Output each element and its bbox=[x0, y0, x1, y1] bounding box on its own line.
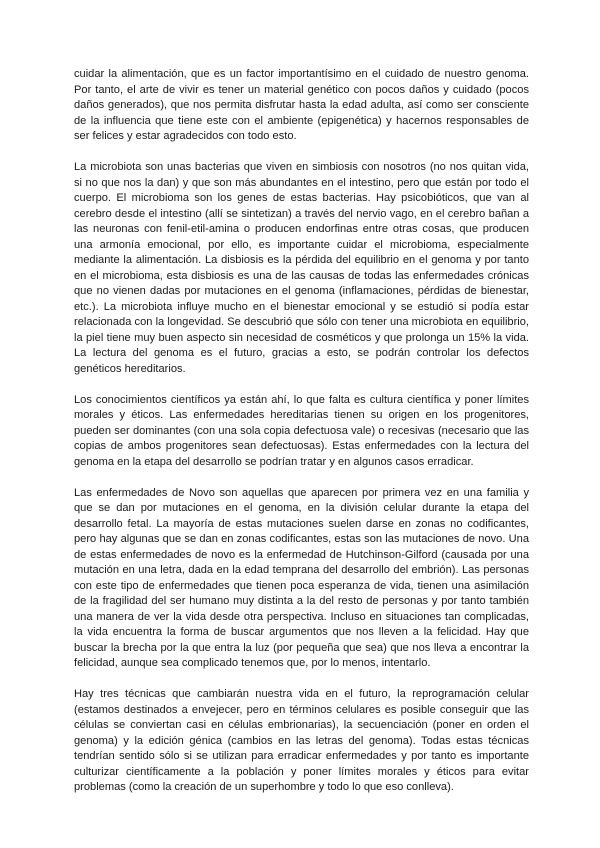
paragraph-microbiota: La microbiota son unas bacterias que viven en simbiosis con nosotros (no nos quitan vida, si no que nos la dan) y que son más abundantes en el intestino, pero que están por todo el cuerpo. El microbioma son los genes de estas bacterias. Hay psicobióticos, que van al cerebro desde el intestino (allí se sintetizan) a través del nervio vago, en el cerebro bañan a las neuronas con fenil-etil-amina o producen endorfinas entre otras cosas, que producen una armonía emocional, por ello, es importante cuidar el microbioma, especialmente mediante la alimentación. La disbiosis es la pérdida del equilibrio en el genoma y por tanto en el microbioma, esta disbiosis es una de las causas de todas las enfermedades crónicas que no vienen dadas por mutaciones en el genoma (inflamaciones, pérdidas de bienestar, etc.). La microbiota influye mucho en el bienestar emocional y se estudió si podía estar relacionada con la longevidad. Se descubrió que sólo con tener una microbiota en equilibrio, la piel tiene muy buen aspecto sin necesidad de cosméticos y que prolonga un 15% la vida. La lectura del genoma es el futuro, gracias a esto, se podrán controlar los defectos genéticos hereditarios. bbox=[74, 161, 529, 375]
paragraph-genome-care: cuidar la alimentación, que es un factor importantísimo en el cuidado de nuestro genoma. Por tanto, el arte de vivir es tener un material genético con pocos daños y cuidado (pocos daños generados), que nos permita disfrutar hasta la edad adulta, así como ser consciente de la influencia que tiene este con el ambiente (epigenética) y hacernos responsables de ser felices y estar agradecidos con todo esto. bbox=[74, 68, 529, 142]
document-body bbox=[74, 67, 529, 811]
paragraph-de-novo-diseases: Las enfermedades de Novo son aquellas que aparecen por primera vez en una familia y que se dan por mutaciones en el genoma, en la división celular durante la etapa del desarrollo fetal. La mayoría de estas mutaciones suelen darse en zonas no codificantes, pero hay algunas que se dan en zonas codificantes, estas son las mutaciones de novo. Una de estas enfermedades de novo es la enfermedad de Hutchinson-Gilford (causada por una mutación en una letra, dada en la edad temprana del desarrollo del embrión). Las personas con este tipo de enfermedades que tienen poca esperanza de vida, tienen una asimilación de la fragilidad del ser humano muy distinta a la del resto de personas y por tanto también una manera de ver la vida desde otra perspectiva. Incluso en situaciones tan complicadas, la vida encuentra la forma de buscar argumentos que nos lleven a la felicidad. Hay que buscar la brecha por la que entra la luz (por pequeña que sea) que nos lleva a encontrar la felicidad, aunque sea complicado tenemos que, por lo menos, intentarlo. bbox=[74, 486, 529, 669]
paragraph-future-techniques: Hay tres técnicas que cambiarán nuestra vida en el futuro, la reprogramación celular (estamos destinados a envejecer, pero en términos celulares es posible conseguir que las células se conviertan casi en células embrionarias), la secuenciación (poner en orden el genoma) y la edición génica (cambios en las letras del genoma). Todas estas técnicas tendrían sentido sólo si se utilizan para erradicar enfermedades y por tanto es importante culturizar científicamente a la población y poner límites morales y éticos para evitar problemas (como la creación de un superhombre y todo lo que eso conlleva). bbox=[74, 688, 529, 793]
paragraph-hereditary-diseases: Los conocimientos científicos ya están ahí, lo que falta es cultura científica y poner límites morales y éticos. Las enfermedades hereditarias tienen su origen en los progenitores, pueden ser dominantes (con una sola copia defectuosa vale) o recesivas (necesario que las copias de ambos progenitores sean defectuosas). Estas enfermedades con la lectura del genoma en la etapa del desarrollo se podrían tratar y en algunos casos erradicar. bbox=[74, 393, 529, 468]
